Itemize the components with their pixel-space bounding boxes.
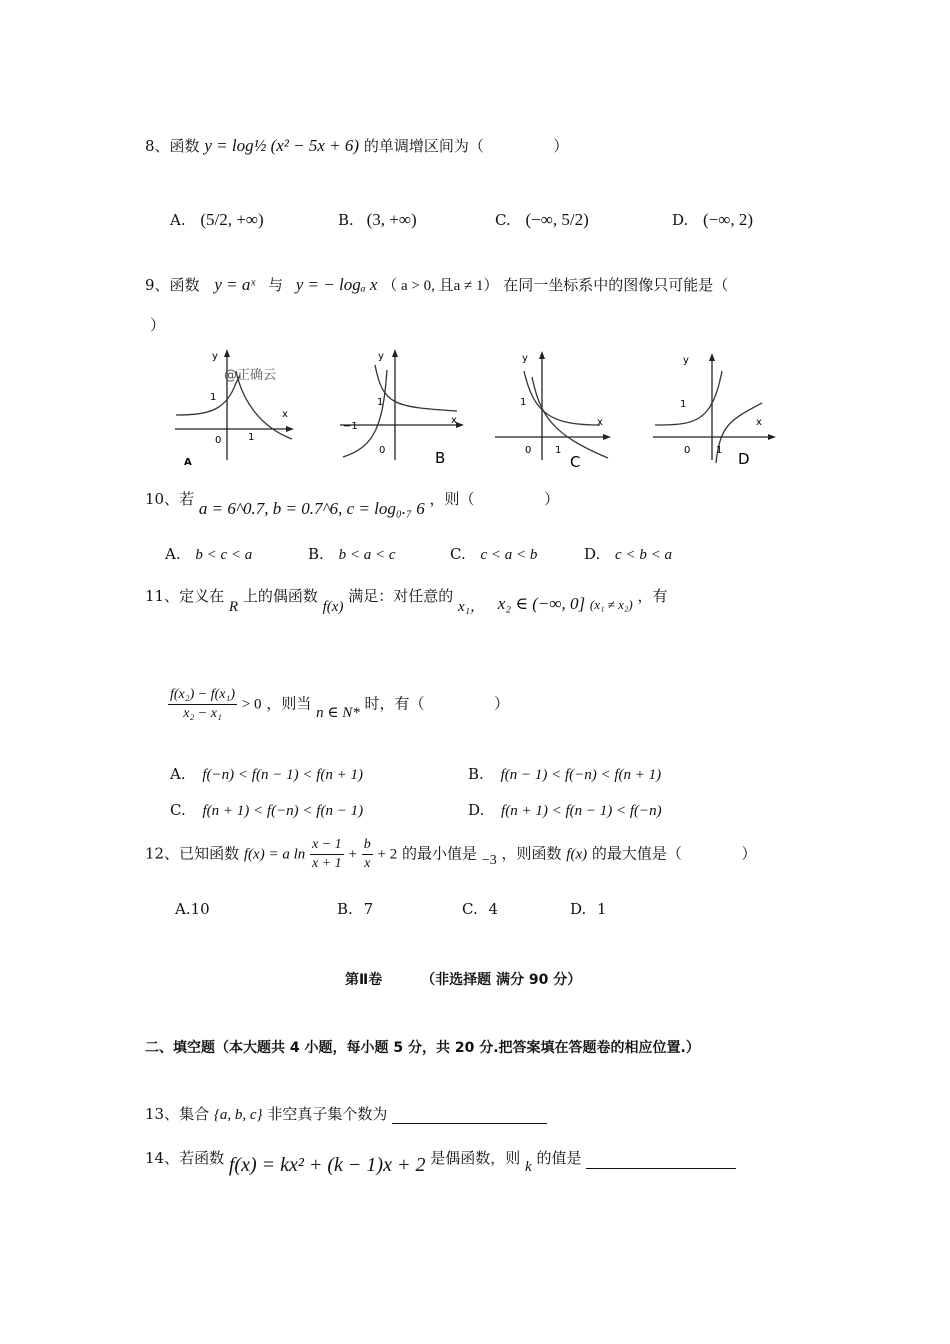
zero-label: 0 — [684, 445, 691, 456]
q14-stem — [145, 1146, 736, 1176]
one-label: 1 — [210, 392, 217, 403]
q11-neq: (x₁ ≠ x₂) — [589, 597, 633, 612]
x-arrow-icon — [456, 422, 464, 428]
watermark: @正确云 — [224, 368, 277, 383]
q14-mid: 是偶函数，则 — [430, 1149, 521, 1167]
x-label: x — [282, 409, 288, 420]
q11-prefix: 11、定义在 — [145, 587, 225, 605]
y-label: y — [522, 353, 528, 364]
one-label: 1 — [680, 399, 687, 410]
q12-mid2: ，则函数 — [501, 844, 562, 863]
option-text: f(n − 1) < f(−n) < f(n + 1) — [500, 767, 662, 783]
option-label: C. — [495, 211, 511, 229]
option-text: 7 — [363, 900, 374, 918]
x-label: x — [451, 415, 457, 426]
q11-fraction — [168, 686, 237, 723]
q12-f-start: f(x) = a ln — [243, 846, 306, 863]
q12-plus: + — [348, 846, 357, 863]
q12-fraction-2 — [362, 836, 373, 873]
q11-then2: 时，有（ — [364, 694, 425, 713]
section-title-label: 第Ⅱ卷 — [345, 972, 383, 988]
option-label: B. — [468, 765, 484, 783]
q11-then: ，则当 — [266, 694, 312, 713]
x-arrow-icon — [768, 434, 776, 440]
option-label: B. — [338, 211, 354, 229]
option-label: C. — [462, 900, 478, 918]
q11-option-d[interactable] — [468, 801, 662, 820]
q10-option-b[interactable] — [308, 545, 395, 564]
q12-fx: f(x) — [566, 846, 588, 863]
q12-option-c[interactable] — [462, 900, 498, 918]
q10-option-c[interactable] — [450, 545, 537, 564]
option-text: c < a < b — [480, 547, 538, 563]
x-label: x — [597, 417, 603, 428]
q13-suffix: 非空真子集个数为 — [267, 1105, 388, 1123]
option-text: f(n + 1) < f(−n) < f(n − 1) — [202, 803, 364, 819]
fraction-denominator: x + 1 — [312, 856, 342, 871]
q10-stem — [145, 488, 560, 518]
q14-prefix: 14、若函数 — [145, 1149, 225, 1167]
q14-suffix: 的值是 — [536, 1149, 582, 1167]
one-x-label: 1 — [248, 432, 255, 443]
option-text: c < b < a — [615, 547, 672, 563]
q11-r: R — [228, 599, 239, 615]
q12-stem — [145, 836, 756, 873]
q11-stem — [145, 585, 668, 615]
y-label: y — [378, 351, 384, 362]
option-label: B. — [337, 900, 353, 918]
q14-k: k — [525, 1159, 532, 1175]
option-text: b < a < c — [338, 547, 396, 563]
option-label: D. — [468, 801, 485, 819]
neg-one-label: −1 — [343, 421, 358, 432]
q13-answer-blank[interactable] — [392, 1109, 547, 1124]
q11-fx: f(x) — [322, 599, 344, 615]
y-label: y — [683, 355, 689, 366]
q11-close: ） — [494, 694, 510, 713]
y-arrow-icon — [224, 349, 230, 357]
q10-prefix: 10、若 — [145, 490, 195, 508]
curve-exp — [524, 371, 600, 425]
q12-minval: −3 — [481, 852, 497, 868]
option-label: C. — [450, 545, 466, 563]
zero-label: 0 — [215, 435, 222, 446]
option-label: D. — [570, 900, 587, 918]
graph-letter: C — [570, 453, 581, 470]
q12-close: ） — [741, 844, 757, 863]
graph-a[interactable] — [170, 345, 310, 470]
q11-x1: x₁， — [458, 599, 485, 615]
q9-f1: y = aˣ — [214, 275, 256, 294]
q9-and: 与 — [267, 276, 283, 294]
q14-formula: f(x) = kx² + (k − 1)x + 2 — [228, 1154, 426, 1176]
graph-d[interactable] — [650, 345, 785, 470]
q12-suffix: 的最大值是（ — [591, 844, 682, 863]
q8-stem — [145, 135, 568, 156]
y-arrow-icon — [709, 353, 715, 361]
x-arrow-icon — [603, 434, 611, 440]
option-text: (−∞, 2) — [703, 210, 754, 229]
option-label: A. — [165, 545, 181, 563]
q9-cond: （ a > 0, 且a ≠ 1） — [382, 278, 499, 294]
q11-option-c[interactable] — [170, 801, 363, 820]
q13-prefix: 13、集合 — [145, 1105, 210, 1123]
one-label: 1 — [377, 397, 384, 408]
x-arrow-icon — [286, 426, 294, 432]
one-label: 1 — [520, 397, 527, 408]
q11-gt: > 0 — [241, 696, 262, 713]
option-text: 10 — [190, 900, 210, 918]
fraction-numerator: f(x₂) − f(x₁) — [168, 686, 237, 705]
q8-close: ） — [553, 137, 569, 155]
option-text: f(n + 1) < f(n − 1) < f(−n) — [501, 803, 662, 819]
fraction-numerator: x − 1 — [310, 836, 344, 855]
q8-option-c[interactable] — [495, 210, 589, 230]
q12-mid: 的最小值是 — [402, 844, 478, 863]
q10-option-a[interactable] — [165, 545, 252, 564]
q12-prefix: 12、已知函数 — [145, 844, 240, 863]
q12-option-d[interactable] — [570, 900, 607, 918]
q8-formula: y = log½ (x² − 5x + 6) — [204, 136, 360, 155]
fraction-denominator: x — [364, 856, 371, 871]
one-x-label: 1 — [555, 445, 562, 456]
q11-tail: ，有 — [637, 587, 668, 605]
q12-option-a[interactable] — [175, 900, 210, 918]
q13-set: {a, b, c} — [213, 1107, 263, 1123]
option-label: A. — [175, 900, 191, 918]
option-text: (5/2, +∞) — [200, 210, 264, 229]
y-arrow-icon — [539, 351, 545, 359]
graph-c[interactable] — [492, 345, 622, 470]
option-text: f(−n) < f(n − 1) < f(n + 1) — [202, 767, 363, 783]
option-label: D. — [672, 211, 689, 229]
graph-letter: B — [435, 449, 446, 467]
graph-letter: A — [184, 457, 192, 468]
q8-option-d[interactable] — [672, 210, 753, 230]
q8-option-a[interactable] — [170, 210, 264, 230]
q9-close: ） — [150, 316, 166, 334]
q10-suffix: ，则（ — [429, 490, 475, 508]
q11-x2set: x₂ ∈ (−∞, 0] — [497, 594, 586, 613]
y-arrow-icon — [392, 349, 398, 357]
zero-label: 0 — [379, 445, 386, 456]
q11-nset: n ∈ N* — [316, 704, 360, 721]
q10-option-d[interactable] — [584, 545, 672, 564]
option-label: D. — [584, 545, 601, 563]
q9-f2: y = − logₐ x — [295, 275, 378, 294]
one-x-label: 1 — [716, 445, 723, 456]
q9-stem — [145, 274, 728, 295]
q9-suffix: 在同一坐标系中的图像只可能是（ — [503, 276, 729, 294]
fraction-denominator: x₂ − x₁ — [183, 706, 222, 721]
option-label: A. — [170, 765, 186, 783]
graph-b[interactable] — [335, 345, 475, 470]
q10-formula: a = 6^0.7, b = 0.7^6, c = log₀.₇ 6 — [198, 499, 425, 518]
fraction-numerator: b — [362, 836, 373, 855]
q8-suffix: 的单调增区间为（ — [363, 137, 484, 155]
q12-fraction-1 — [310, 836, 344, 873]
option-label: C. — [170, 801, 186, 819]
q9-prefix: 9、函数 — [145, 276, 200, 294]
q12-option-b[interactable] — [337, 900, 373, 918]
q8-option-b[interactable] — [338, 210, 417, 230]
option-label: B. — [308, 545, 324, 563]
option-label: A. — [170, 211, 186, 229]
q14-answer-blank[interactable] — [586, 1154, 736, 1169]
part2-heading: 二、填空题（本大题共 4 小题，每小题 5 分，共 20 分.把答案填在答题卷的相应位置.） — [145, 1040, 700, 1056]
y-label: y — [212, 351, 218, 362]
q8-prefix: 8、函数 — [145, 137, 200, 155]
q11-condition — [168, 686, 509, 723]
q11-option-b[interactable] — [468, 765, 661, 784]
q13-stem — [145, 1103, 547, 1124]
zero-label: 0 — [525, 445, 532, 456]
option-text: b < c < a — [195, 547, 253, 563]
q10-close: ） — [544, 490, 560, 508]
q11-option-a[interactable] — [170, 765, 363, 784]
x-label: x — [756, 417, 762, 428]
section-subtitle: （非选择题 满分 90 分） — [421, 972, 582, 988]
option-text: (−∞, 5/2) — [525, 210, 589, 229]
q11-mid1: 上的偶函数 — [242, 587, 318, 605]
option-text: (3, +∞) — [366, 210, 417, 229]
option-text: 4 — [488, 900, 499, 918]
q11-mid2: 满足：对任意的 — [348, 587, 454, 605]
option-text: 1 — [597, 900, 607, 918]
q12-tail: + 2 — [377, 846, 398, 863]
section-title — [345, 969, 581, 989]
graph-letter: D — [738, 450, 750, 468]
